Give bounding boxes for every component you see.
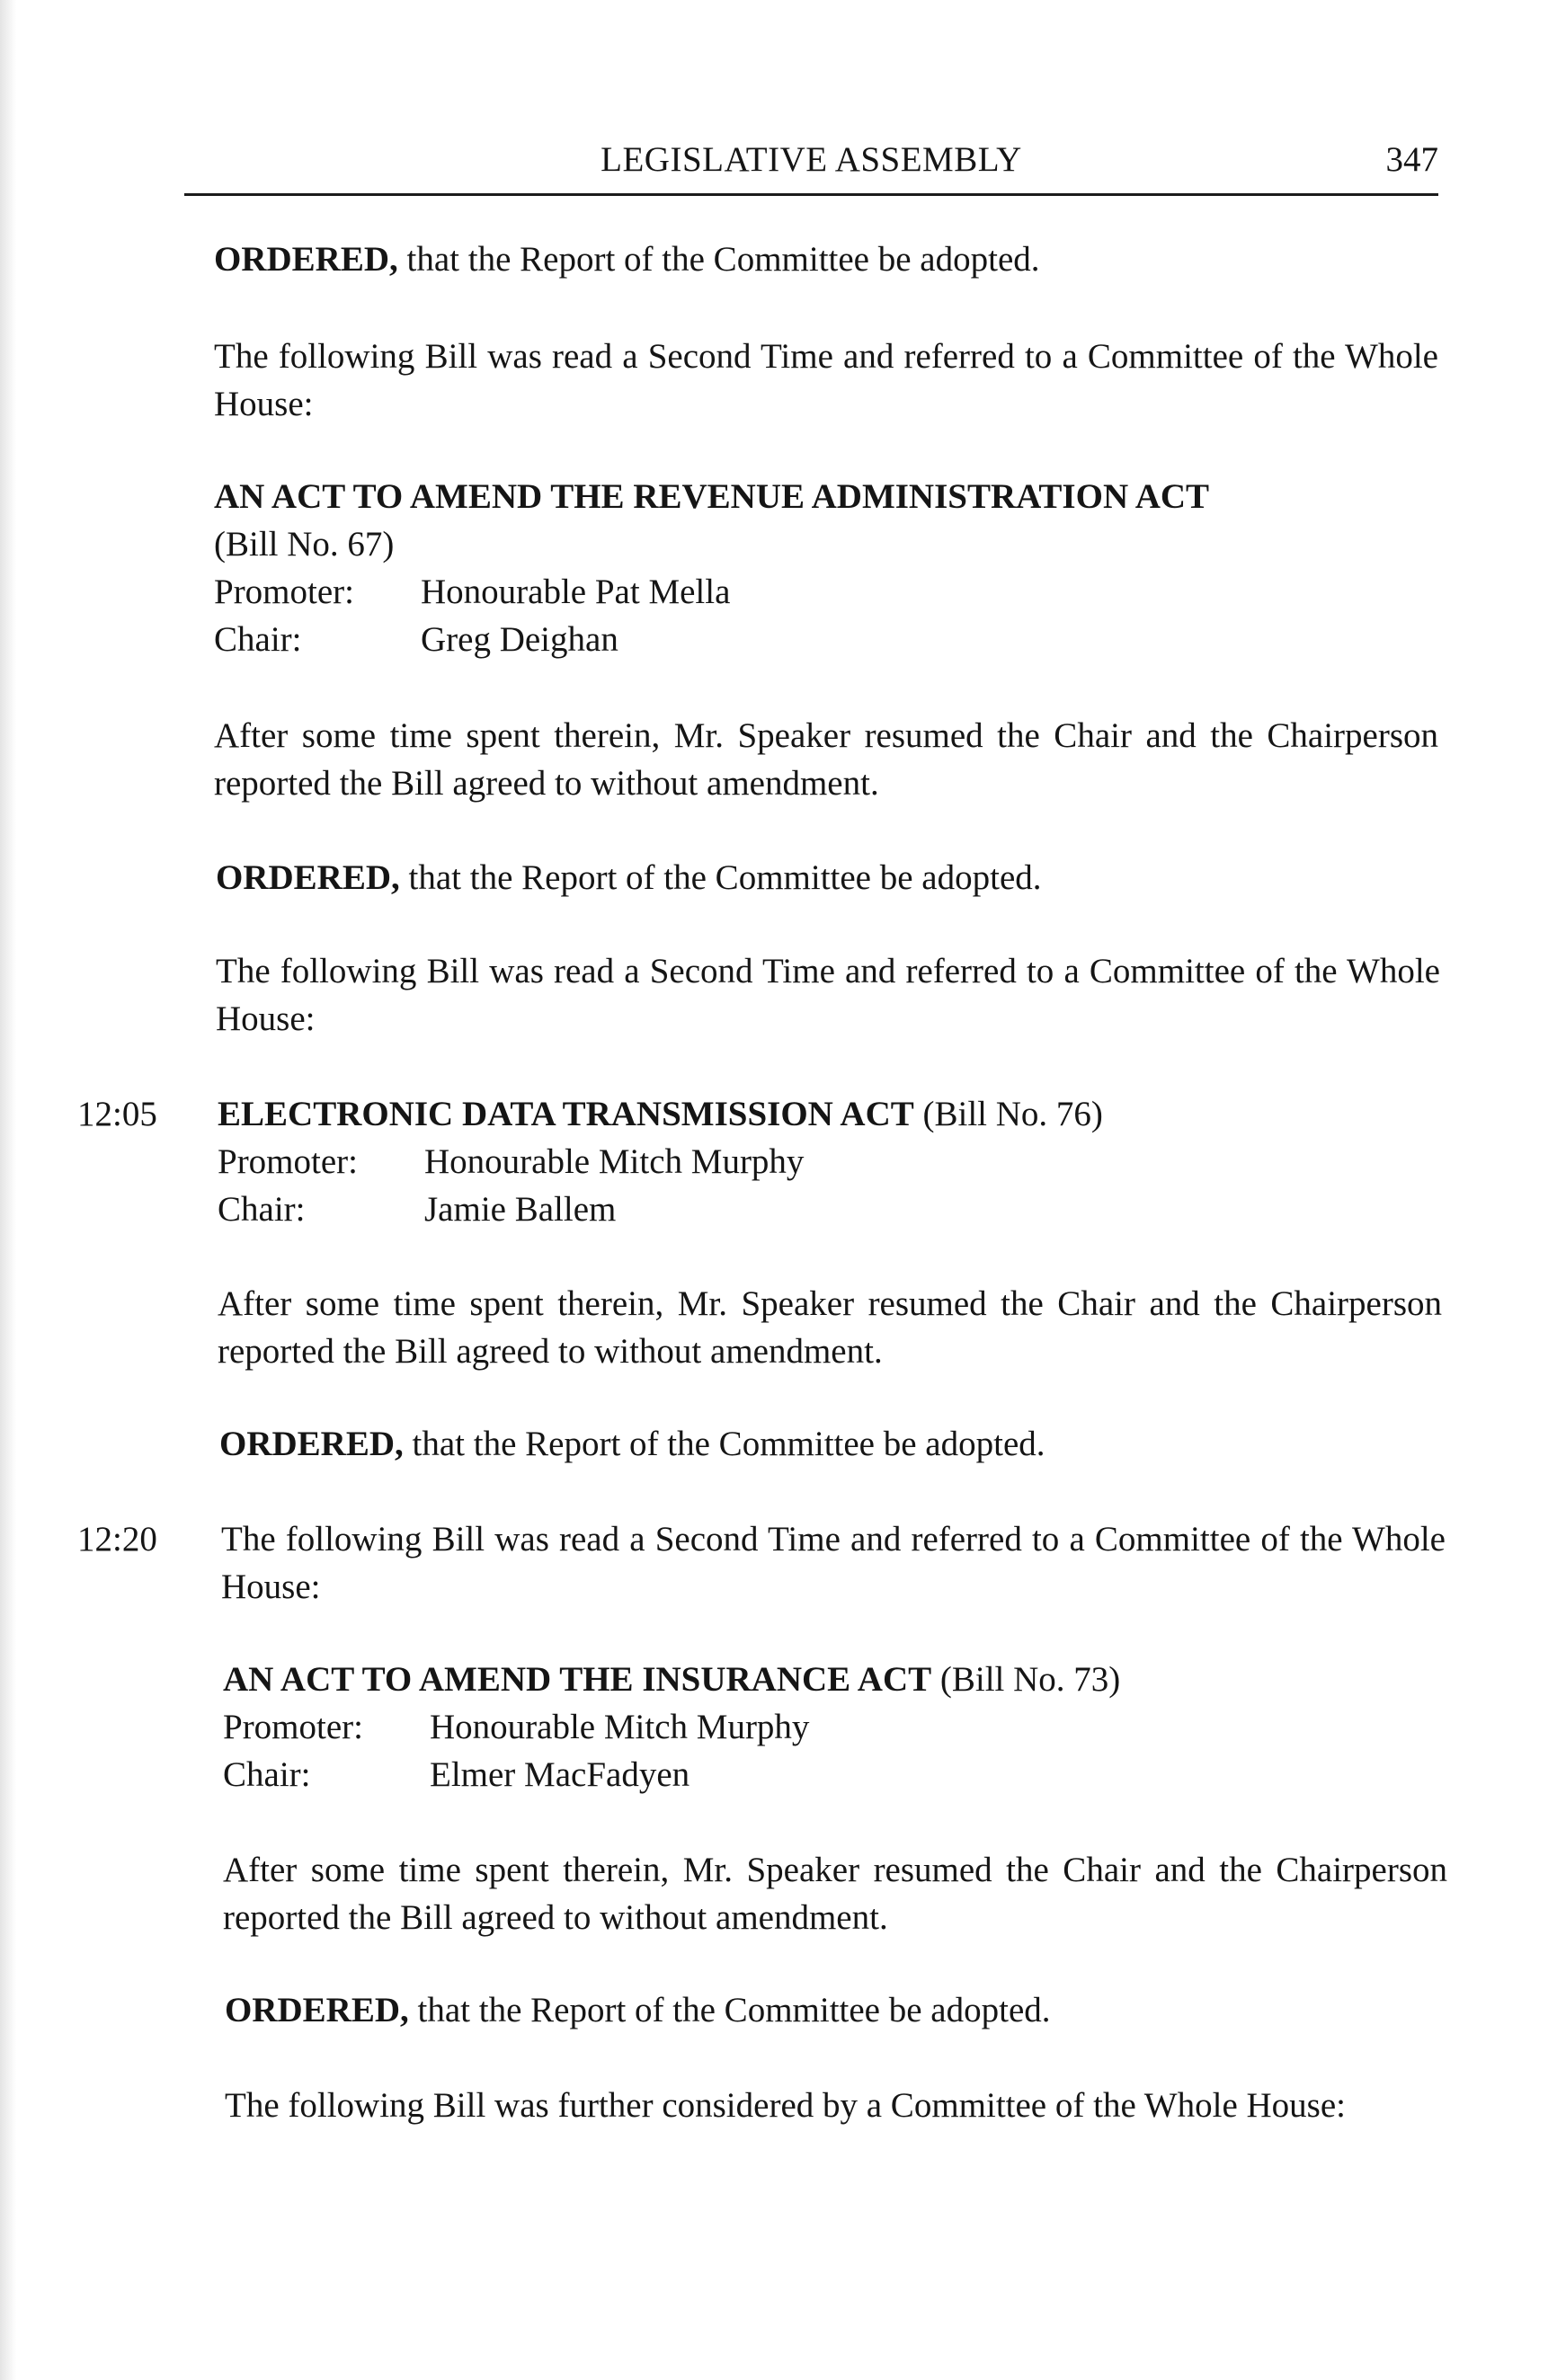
- page-header: [184, 139, 1438, 196]
- chair-label: Chair:: [223, 1755, 311, 1794]
- bill-block-1: [214, 473, 1438, 663]
- bill-title: AN ACT TO AMEND THE REVENUE ADMINISTRATION ACT: [214, 477, 1210, 516]
- ordered-paragraph-4: [225, 1986, 1447, 2034]
- committee-report-paragraph-1: After some time spent therein, Mr. Speaker resumed the Chair and the Chairperson reported the Bill agreed to without amendment.: [214, 716, 1438, 803]
- bill-block-3: [223, 1656, 1447, 1798]
- bill-title: AN ACT TO AMEND THE INSURANCE ACT: [223, 1660, 932, 1699]
- chair-name: Jamie Ballem: [424, 1190, 617, 1229]
- page-number: 347: [1385, 140, 1438, 179]
- promoter-name: Honourable Pat Mella: [421, 573, 731, 611]
- ordered-label: ORDERED,: [219, 1425, 404, 1463]
- promoter-name: Honourable Mitch Murphy: [424, 1142, 805, 1181]
- ordered-paragraph-1: [214, 235, 1437, 283]
- second-reading-paragraph-3: The following Bill was read a Second Time and referred to a Committee of the Whole House:: [221, 1520, 1446, 1606]
- chair-label: Chair:: [218, 1190, 306, 1229]
- ordered-paragraph-2: [216, 854, 1438, 901]
- chair-name: Greg Deighan: [421, 620, 618, 659]
- ordered-label: ORDERED,: [225, 1991, 409, 2029]
- promoter-name: Honourable Mitch Murphy: [430, 1708, 810, 1746]
- bill-number: (Bill No. 73): [931, 1660, 1121, 1699]
- second-reading-paragraph-1: The following Bill was read a Second Time and referred to a Committee of the Whole House:: [214, 337, 1438, 423]
- timestamp-1205: 12:05: [77, 1095, 157, 1133]
- bill-number: (Bill No. 76): [913, 1095, 1103, 1133]
- ordered-label: ORDERED,: [214, 240, 398, 279]
- ordered-text: that the Report of the Committee be adopted.: [403, 1425, 1045, 1463]
- chair-name: Elmer MacFadyen: [430, 1755, 690, 1794]
- chair-label: Chair:: [214, 620, 302, 659]
- promoter-label: Promoter:: [223, 1708, 363, 1746]
- header-title: LEGISLATIVE ASSEMBLY: [601, 140, 1022, 179]
- page-spine-shadow: [0, 0, 16, 2380]
- ordered-text: that the Report of the Committee be adopted.: [397, 240, 1040, 279]
- second-reading-paragraph-2: The following Bill was read a Second Time and referred to a Committee of the Whole House:: [216, 952, 1440, 1038]
- further-considered-paragraph: The following Bill was further considered by a Committee of the Whole House:: [225, 2086, 1346, 2125]
- committee-report-paragraph-3: After some time spent therein, Mr. Speaker resumed the Chair and the Chairperson reported the Bill agreed to without amendment.: [223, 1851, 1447, 1937]
- ordered-label: ORDERED,: [216, 858, 400, 897]
- committee-report-paragraph-2: After some time spent therein, Mr. Speaker resumed the Chair and the Chairperson reported the Bill agreed to without amendment.: [218, 1284, 1442, 1371]
- timestamp-1220: 12:20: [77, 1520, 157, 1559]
- ordered-text: that the Report of the Committee be adopted.: [408, 1991, 1051, 2029]
- ordered-paragraph-3: [219, 1420, 1442, 1468]
- bill-title: ELECTRONIC DATA TRANSMISSION ACT: [218, 1095, 914, 1133]
- promoter-label: Promoter:: [218, 1142, 358, 1181]
- ordered-text: that the Report of the Committee be adopted.: [399, 858, 1042, 897]
- promoter-label: Promoter:: [214, 573, 354, 611]
- bill-number: (Bill No. 67): [214, 525, 395, 564]
- bill-block-2: [218, 1090, 1442, 1233]
